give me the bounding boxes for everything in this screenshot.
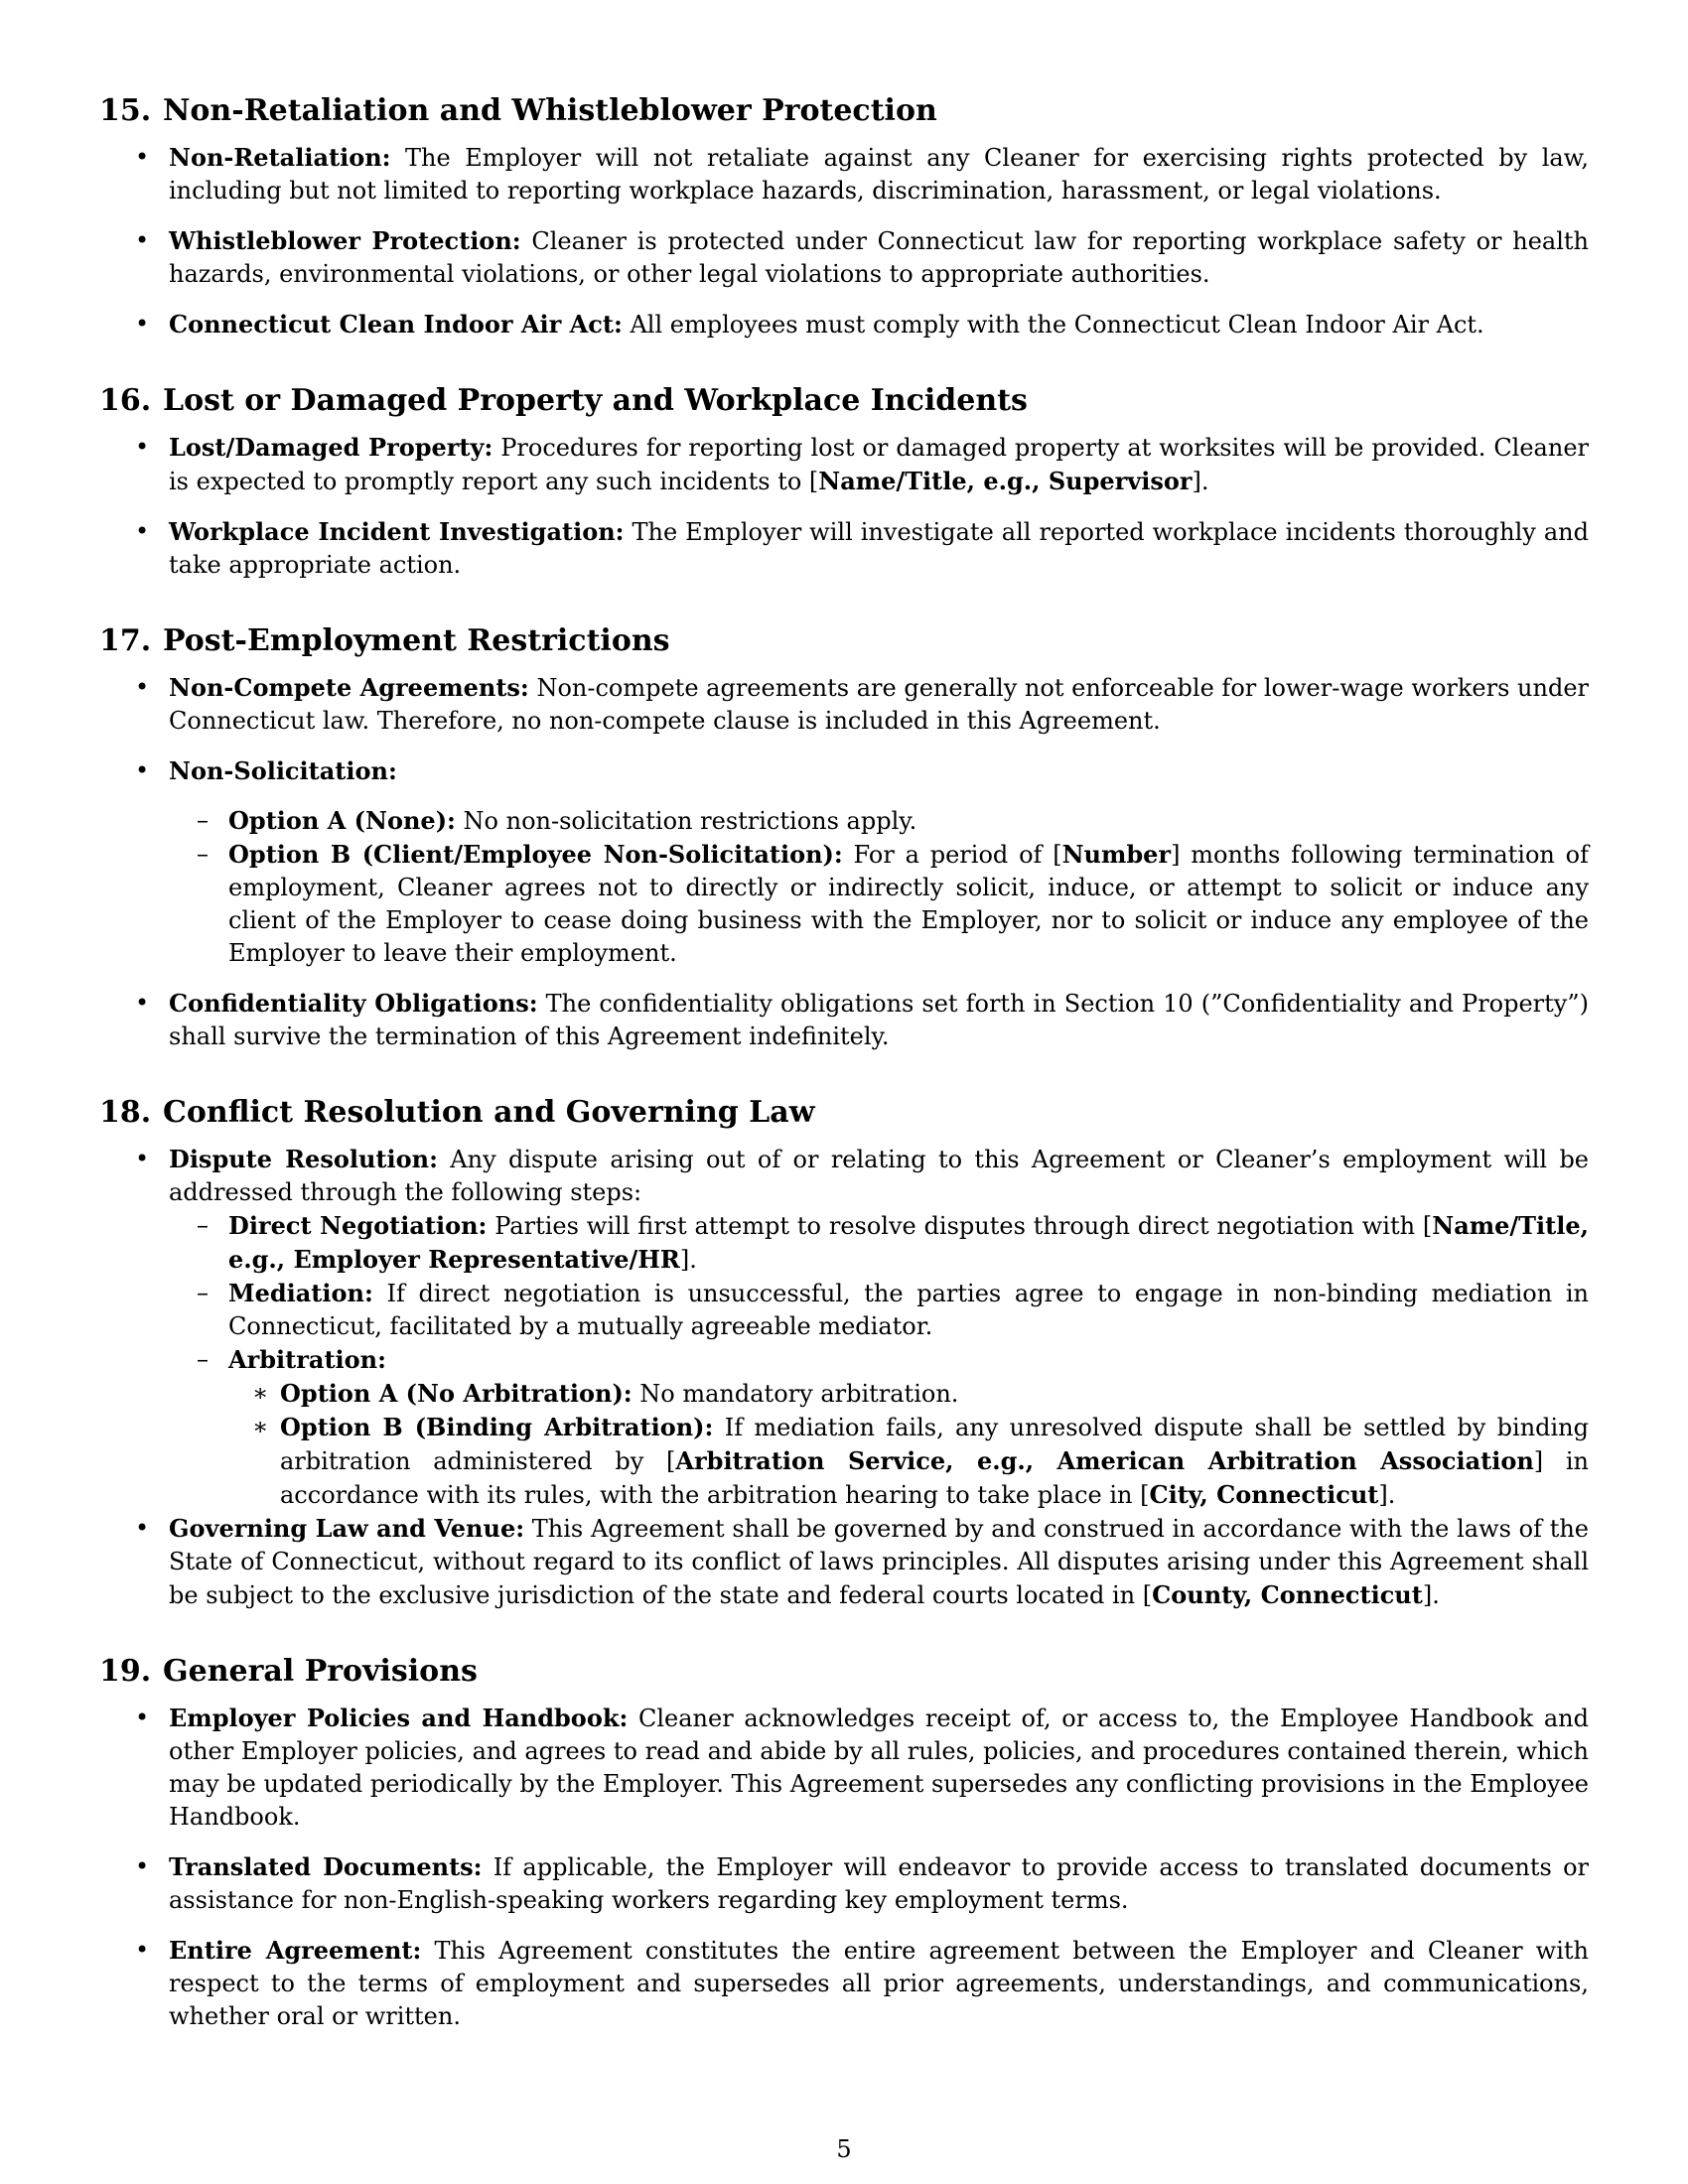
step-text-after: ]. <box>679 1246 697 1274</box>
sub-sub-list-item <box>228 1411 1589 1512</box>
option-label: Option B (Binding Arbitration): <box>280 1413 714 1441</box>
bullet-icon: • <box>135 756 150 784</box>
section-heading <box>99 621 1589 661</box>
step-text: If direct negotiation is unsuccessful, the parties agree to engage in non-binding mediation in Connecticut, facilitated by a mutually agreeable mediator. <box>228 1280 1589 1340</box>
asterisk-icon: ∗ <box>252 1379 269 1407</box>
list-item <box>99 1934 1589 2033</box>
sub-list-item <box>169 1277 1589 1343</box>
bullet-icon: • <box>135 517 150 545</box>
list-item <box>99 1512 1589 1612</box>
section-title: Non-Retaliation and Whistleblower Protection <box>163 93 937 128</box>
option-text: No mandatory arbitration. <box>632 1380 959 1408</box>
sub-list-item <box>169 1343 1589 1512</box>
bullet-icon: • <box>135 989 150 1017</box>
item-text: The Employer will investigate all reported workplace incidents thoroughly and take appropriate action. <box>169 518 1589 579</box>
sub-list-item <box>169 838 1589 970</box>
placeholder-field: Name/Title, e.g., Supervisor <box>818 467 1193 495</box>
item-text: This Agreement constitutes the entire agreement between the Employer and Cleaner with respect to the terms of employment and supersedes all prior agreements, understandings, and communications, whether oral or written. <box>169 1937 1589 2030</box>
bullet-icon: • <box>135 433 150 461</box>
list-item <box>99 1702 1589 1834</box>
option-text-after: ] months following termination of employment, Cleaner agrees not to directly or indirectly solicit, induce, or attempt to solicit or induce any client of the Employer to cease doing business with the Employer, nor to solicit or induce any employee of the Employer to leave their employment. <box>228 841 1590 967</box>
section-title: Lost or Damaged Property and Workplace Incidents <box>163 383 1028 418</box>
item-label: Non-Retaliation: <box>169 143 391 172</box>
item-label: Confidentiality Obligations: <box>169 989 538 1018</box>
list-item <box>99 1143 1589 1512</box>
item-text: The confidentiality obligations set forth in Section 10 (”Confidentiality and Property”) shall survive the termination of this Agreement indefinitely. <box>169 990 1589 1050</box>
item-text: If applicable, the Employer will endeavor to provide access to translated documents or assistance for non-English-speaking workers regarding key employment terms. <box>169 1853 1589 1914</box>
bullet-icon: • <box>135 310 150 338</box>
list-item <box>99 987 1589 1053</box>
sub-sub-list-item <box>228 1377 1589 1411</box>
section-number: 19. <box>99 1654 152 1689</box>
section-17 <box>99 621 1589 1053</box>
item-text: Non-compete agreements are generally not enforceable for lower-wage workers under Connecticut law. Therefore, no non-compete clause is included in this Agreement. <box>169 674 1589 735</box>
option-label: Option B (Client/Employee Non-Solicitation): <box>228 840 843 869</box>
item-text: Procedures for reporting lost or damaged property at worksites will be provided. Cleaner is expected to promptly report any such incidents to [ <box>169 434 1590 495</box>
dash-icon: – <box>197 1211 209 1239</box>
item-label: Non-Solicitation: <box>169 756 397 785</box>
section-number: 18. <box>99 1095 152 1130</box>
section-heading <box>99 1093 1589 1133</box>
bullet-icon: • <box>135 1704 150 1731</box>
option-text-after: ]. <box>1378 1481 1396 1509</box>
placeholder-field: City, Connecticut <box>1149 1480 1379 1509</box>
section-title: Conflict Resolution and Governing Law <box>163 1095 815 1130</box>
bullet-icon: • <box>135 673 150 701</box>
option-text: No non-solicitation restrictions apply. <box>455 807 917 835</box>
list-item <box>99 141 1589 207</box>
item-text: This Agreement shall be governed by and construed in accordance with the laws of the State of Connecticut, without regard to its conflict of laws principles. All disputes arising under this Agreement shall be subject to the exclusive jurisdiction of the state and federal courts located in [ <box>169 1515 1589 1609</box>
step-label: Arbitration: <box>228 1345 386 1374</box>
section-number: 17. <box>99 623 152 658</box>
section-16 <box>99 381 1589 582</box>
item-text: Cleaner acknowledges receipt of, or access to, the Employee Handbook and other Employer policies, and agrees to read and abide by all rules, policies, and procedures contained therein, which may be updated periodically by the Employer. This Agreement supersedes any conflicting provisions in the Employee Handbook. <box>169 1705 1589 1831</box>
section-number: 16. <box>99 383 152 418</box>
option-label: Option A (None): <box>228 806 456 835</box>
item-label: Whistleblower Protection: <box>169 226 521 255</box>
bullet-icon: • <box>135 143 150 171</box>
item-text: All employees must comply with the Connecticut Clean Indoor Air Act. <box>622 311 1484 339</box>
bullet-icon: • <box>135 1936 150 1964</box>
option-text-middle: ] in accordance with its rules, with the arbitration hearing to take place in [ <box>280 1447 1590 1509</box>
item-label: Connecticut Clean Indoor Air Act: <box>169 310 623 339</box>
list-item <box>99 1850 1589 1917</box>
bullet-icon: • <box>135 1145 150 1172</box>
placeholder-field: Number <box>1061 840 1172 869</box>
step-label: Mediation: <box>228 1279 373 1307</box>
item-text-after: ]. <box>1192 468 1209 495</box>
option-text: For a period of [ <box>842 841 1062 869</box>
placeholder-field: Name/Title, e.g., Employer Representative/HR <box>228 1211 1589 1274</box>
item-label: Entire Agreement: <box>169 1936 422 1965</box>
item-label: Lost/Damaged Property: <box>169 433 493 462</box>
asterisk-icon: ∗ <box>252 1413 269 1440</box>
list-item <box>99 515 1589 582</box>
item-label: Non-Compete Agreements: <box>169 673 529 702</box>
dash-icon: – <box>197 806 209 834</box>
list-item <box>99 308 1589 341</box>
section-title: Post-Employment Restrictions <box>163 623 670 658</box>
section-title: General Provisions <box>163 1654 478 1689</box>
item-label: Dispute Resolution: <box>169 1145 438 1173</box>
step-label: Direct Negotiation: <box>228 1211 488 1240</box>
sub-list-item <box>169 1209 1589 1277</box>
section-number: 15. <box>99 93 152 128</box>
section-heading <box>99 1652 1589 1692</box>
dash-icon: – <box>197 840 209 868</box>
bullet-icon: • <box>135 1514 150 1542</box>
item-text: Cleaner is protected under Connecticut law for reporting workplace safety or health hazards, environmental violations, or other legal violations to appropriate authorities. <box>169 227 1589 288</box>
section-heading <box>99 381 1589 421</box>
section-19 <box>99 1652 1589 2033</box>
document-body <box>99 91 1589 2073</box>
section-heading <box>99 91 1589 131</box>
option-text: If mediation fails, any unresolved dispute shall be settled by binding arbitration administered by [ <box>280 1414 1590 1475</box>
dash-icon: – <box>197 1345 209 1373</box>
item-label: Workplace Incident Investigation: <box>169 517 625 546</box>
list-item <box>99 224 1589 291</box>
list-item <box>99 431 1589 498</box>
list-item <box>99 754 1589 970</box>
section-15 <box>99 91 1589 341</box>
item-text: Any dispute arising out of or relating to this Agreement or Cleaner’s employment will be addressed through the following steps: <box>169 1146 1590 1206</box>
dash-icon: – <box>197 1279 209 1306</box>
list-item <box>99 671 1589 738</box>
page-number: 5 <box>836 2135 852 2163</box>
placeholder-field: Arbitration Service, e.g., American Arbitration Association <box>675 1446 1534 1475</box>
bullet-icon: • <box>135 1852 150 1880</box>
section-18 <box>99 1093 1589 1612</box>
sub-list-item <box>169 804 1589 838</box>
item-label: Employer Policies and Handbook: <box>169 1704 629 1732</box>
option-label: Option A (No Arbitration): <box>280 1379 633 1408</box>
placeholder-field: County, Connecticut <box>1152 1580 1423 1609</box>
step-text: Parties will first attempt to resolve disputes through direct negotiation with [ <box>487 1212 1433 1240</box>
item-text-after: ]. <box>1422 1581 1440 1609</box>
item-text: The Employer will not retaliate against any Cleaner for exercising rights protected by law, including but not limited to reporting workplace hazards, discrimination, harassment, or legal violations. <box>169 144 1589 205</box>
item-label: Governing Law and Venue: <box>169 1514 525 1543</box>
bullet-icon: • <box>135 226 150 254</box>
item-label: Translated Documents: <box>169 1852 483 1881</box>
